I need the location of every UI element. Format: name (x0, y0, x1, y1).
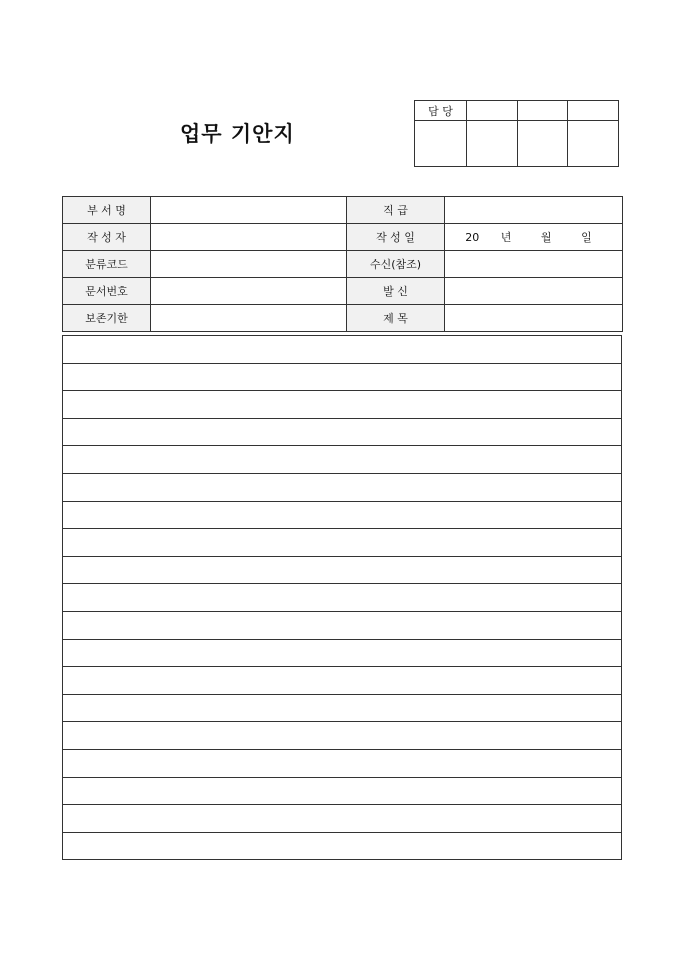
body-line[interactable] (63, 501, 622, 529)
author-field[interactable] (151, 224, 347, 251)
body-line[interactable] (63, 363, 622, 391)
body-line[interactable] (63, 694, 622, 722)
dept-field[interactable] (151, 197, 347, 224)
approval-header-cell (467, 101, 518, 121)
body-line[interactable] (63, 749, 622, 777)
date-day-unit: 일 (581, 231, 592, 244)
body-line[interactable] (63, 446, 622, 474)
date-label: 작 성 일 (347, 224, 445, 251)
class-code-label: 분류코드 (63, 251, 151, 278)
subject-field[interactable] (445, 305, 623, 332)
info-table (62, 196, 623, 332)
body-line[interactable] (63, 336, 622, 364)
body-line[interactable] (63, 777, 622, 805)
approval-header-cell (517, 101, 568, 121)
body-line[interactable] (63, 832, 622, 860)
date-year-unit: 년 (500, 231, 512, 244)
body-line[interactable] (63, 805, 622, 833)
body-line[interactable] (63, 611, 622, 639)
subject-label: 제 목 (347, 305, 445, 332)
approval-box (414, 100, 619, 167)
page-title: 업무 기안지 (180, 122, 295, 146)
body-line[interactable] (63, 584, 622, 612)
date-year-prefix: 20 (465, 231, 480, 244)
body-line[interactable] (63, 722, 622, 750)
rank-label: 직 급 (347, 197, 445, 224)
retention-field[interactable] (151, 305, 347, 332)
author-label: 작 성 자 (63, 224, 151, 251)
retention-label: 보존기한 (63, 305, 151, 332)
approval-sign-cell[interactable] (467, 121, 518, 167)
approval-label: 담 당 (415, 101, 467, 121)
body-line[interactable] (63, 556, 622, 584)
body-line[interactable] (63, 639, 622, 667)
recipient-field[interactable] (445, 251, 623, 278)
approval-sign-cell[interactable] (568, 121, 619, 167)
sender-label: 발 신 (347, 278, 445, 305)
date-field[interactable] (445, 224, 623, 251)
dept-label: 부 서 명 (63, 197, 151, 224)
approval-sign-cell[interactable] (415, 121, 467, 167)
sender-field[interactable] (445, 278, 623, 305)
class-code-field[interactable] (151, 251, 347, 278)
rank-field[interactable] (445, 197, 623, 224)
doc-no-field[interactable] (151, 278, 347, 305)
body-line[interactable] (63, 529, 622, 557)
approval-header-cell (568, 101, 619, 121)
body-line[interactable] (63, 418, 622, 446)
doc-no-label: 문서번호 (63, 278, 151, 305)
approval-sign-cell[interactable] (517, 121, 568, 167)
body-line[interactable] (63, 473, 622, 501)
recipient-label: 수신(참조) (347, 251, 445, 278)
date-month-unit: 월 (540, 231, 552, 244)
body-lines (62, 335, 622, 860)
body-line[interactable] (63, 391, 622, 419)
body-line[interactable] (63, 667, 622, 695)
